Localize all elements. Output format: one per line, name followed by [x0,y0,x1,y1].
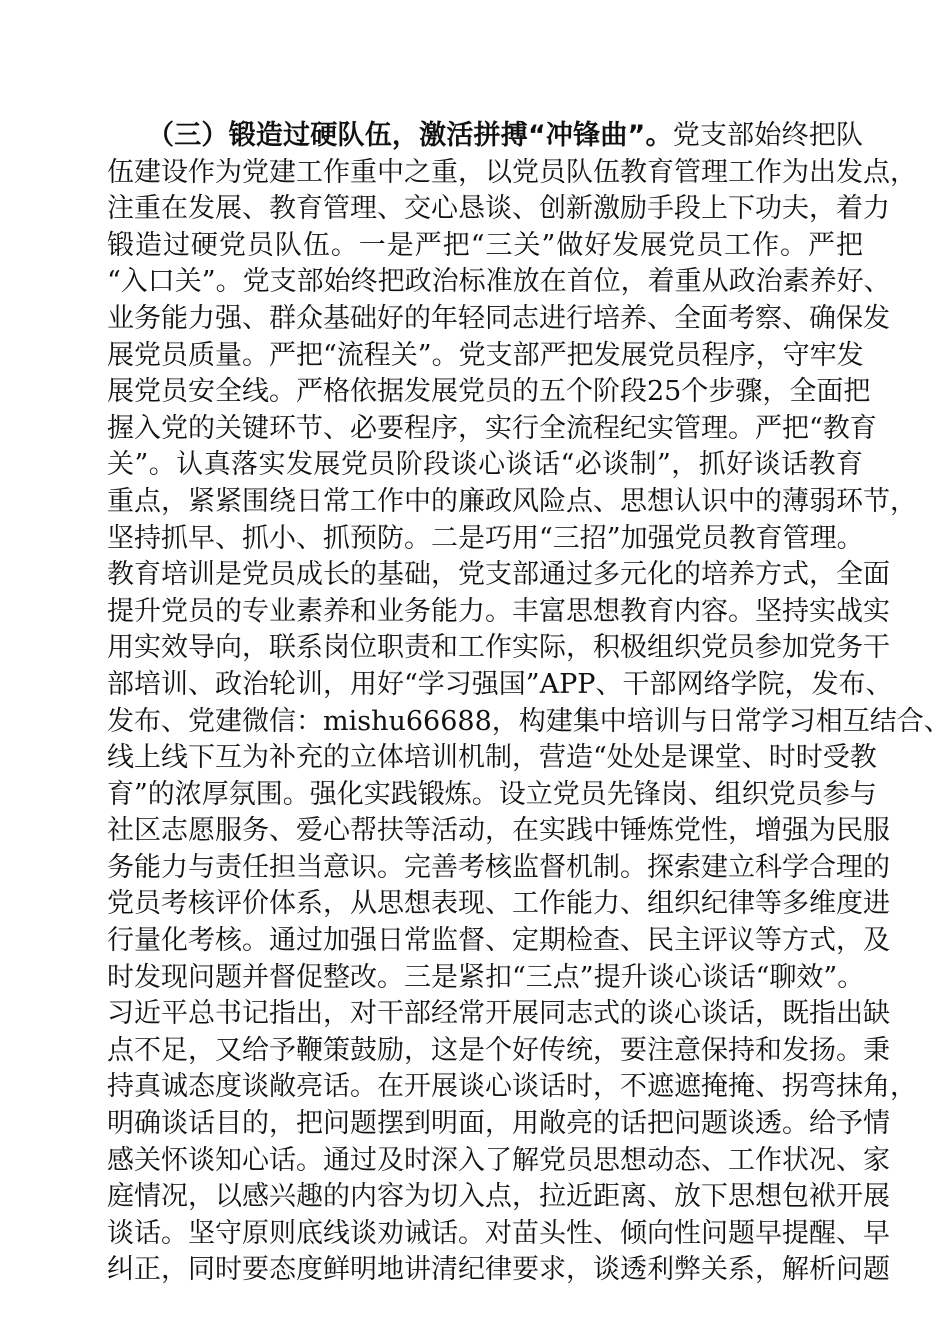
text-line: 锻造过硬党员队伍。一是严把“三关”做好发展党员工作。严把 [107,229,863,261]
text-line: 发布、党建微信：mishu66688，构建集中培训与日常学习相互结合、 [107,705,951,737]
text-line: “入口关”。党支部始终把政治标准放在首位，着重从政治素养好、 [107,266,891,298]
paragraph-first-line [107,118,863,155]
text-line: 习近平总书记指出，对干部经常开展同志式的谈心谈话，既指出缺 [107,998,890,1030]
text-line: 持真诚态度谈敞亮话。在开展谈心谈话时，不遮遮掩掩、拐弯抹角， [107,1071,917,1103]
text-line: 务能力与责任担当意识。完善考核监督机制。探索建立科学合理的 [107,851,890,883]
text-line: 线上线下互为补充的立体培训机制，营造“处处是课堂、时时受教 [107,742,877,774]
text-line: 展党员质量。严把“流程关”。党支部严把发展党员程序，守牢发 [107,339,864,371]
text-line: 明确谈话目的，把问题摆到明面，用敞亮的话把问题谈透。给予情 [107,1108,890,1140]
text-line: 社区志愿服务、爱心帮扶等活动，在实践中锤炼党性，增强为民服 [107,815,890,847]
text-line: 育”的浓厚氛围。强化实践锻炼。设立党员先锋岗、组织党员参与 [107,778,877,810]
text-line: 教育培训是党员成长的基础，党支部通过多元化的培养方式，全面 [107,559,890,591]
text-line: 握入党的关键环节、必要程序，实行全流程纪实管理。严把“教育 [107,412,877,444]
text-line: 坚持抓早、抓小、抓预防。二是巧用“三招”加强党员教育管理。 [107,522,864,554]
document-body [107,118,951,1289]
text-line: 时发现问题并督促整改。三是紧扣“三点”提升谈心谈话“聊效”。 [107,961,865,993]
text-line: 用实效导向，联系岗位职责和工作实际，积极组织党员参加党务干 [107,632,890,664]
text-line: 部培训、政治轮训，用好“学习强国”APP、干部网络学院，发布、 [107,668,893,700]
text-line: 伍建设作为党建工作重中之重，以党员队伍教育管理工作为出发点， [107,156,917,188]
text-line: 注重在发展、教育管理、交心恳谈、创新激励手段上下功夫，着力 [107,193,890,225]
text-line: 提升党员的专业素养和业务能力。丰富思想教育内容。坚持实战实 [107,595,890,627]
text-line: 庭情况，以感兴趣的内容为切入点，拉近距离、放下思想包袱开展 [107,1181,890,1213]
text-line: 展党员安全线。严格依据发展党员的五个阶段25个步骤，全面把 [107,376,871,408]
text-line: 业务能力强、群众基础好的年轻同志进行培养、全面考察、确保发 [107,302,890,334]
text-line: 关”。认真落实发展党员阶段谈心谈话“必谈制”，抓好谈话教育 [107,449,863,481]
text-line: 党员考核评价体系，从思想表现、工作能力、组织纪律等多维度进 [107,888,890,920]
text-line: 点不足，又给予鞭策鼓励，这是个好传统，要注意保持和发扬。秉 [107,1034,890,1066]
text-line: 感关怀谈知心话。通过及时深入了解党员思想动态、工作状况、家 [107,1144,890,1176]
text-line: 纠正，同时要态度鲜明地讲清纪律要求，谈透利弊关系，解析问题 [107,1254,890,1286]
first-line-text: 党支部始终把队 [672,120,864,151]
text-line: 谈话。坚守原则底线谈劝诫话。对苗头性、倾向性问题早提醒、早 [107,1217,890,1249]
section-heading: （三）锻造过硬队伍，激活拼搏“冲锋曲”。 [147,120,673,151]
text-line: 行量化考核。通过加强日常监督、定期检查、民主评议等方式，及 [107,925,890,957]
text-line: 重点，紧紧围绕日常工作中的廉政风险点、思想认识中的薄弱环节， [107,485,917,517]
